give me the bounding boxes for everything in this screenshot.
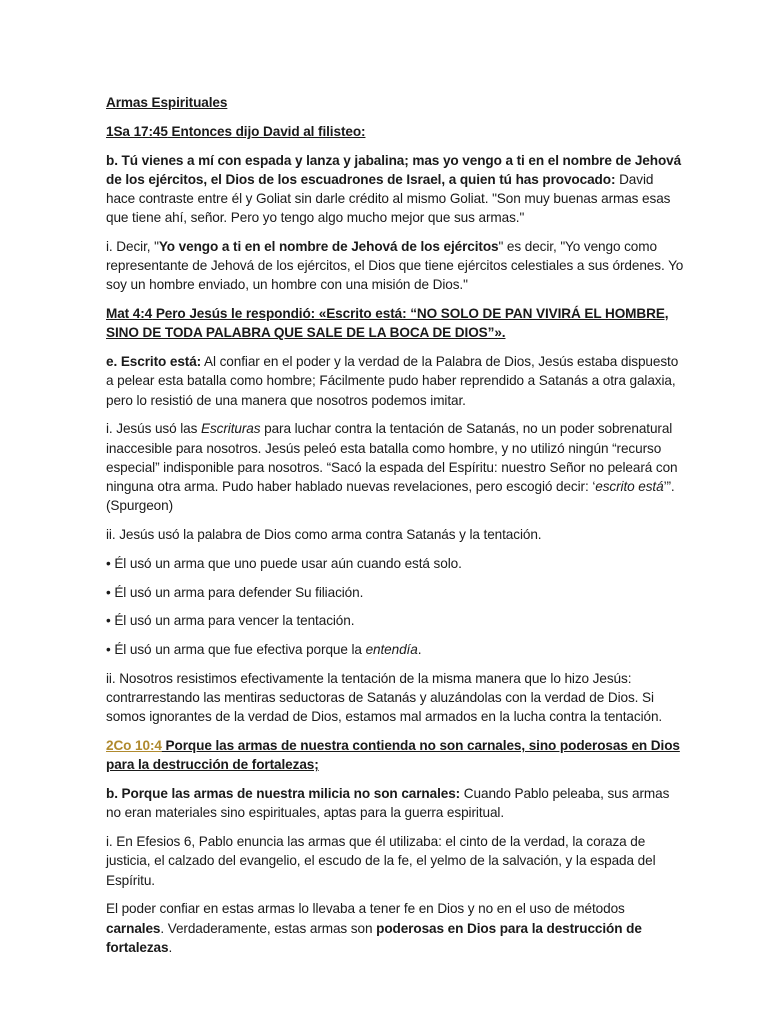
paragraph-text-1: El poder confiar en estas armas lo llevaba a tener fe en Dios y no en el uso de métodos [106, 901, 625, 917]
bullet-item [106, 640, 686, 659]
paragraph-text: Cuando Pablo peleaba, sus armas no eran materiales sino espirituales, aptas para la guerra espiritual. [106, 786, 670, 821]
bullet-item: • Él usó un arma para defender Su filiación. [106, 584, 364, 600]
paragraph-i-jesus [106, 419, 686, 515]
paragraph-text: David hace contraste entre él y Goliat sin darle crédito al mismo Goliat. "Son muy buenas armas esas que tiene ahí, señor. Pero yo tengo algo mucho mejor que sus armas." [106, 171, 671, 226]
bold-word: carnales [106, 920, 161, 936]
paragraph-text-post: ’”. (Spurgeon) [106, 479, 675, 514]
paragraph-text-pre: i. Decir, " [106, 239, 159, 254]
document-title: Armas Espirituales [106, 95, 228, 110]
bold-lead: b. Porque las armas de nuestra milicia no son carnales: [106, 786, 461, 802]
bullet-item: • Él usó un arma para vencer la tentación. [106, 613, 355, 629]
verse-text: Pero Jesús le respondió: «Escrito está: “NO SOLO DE PAN VIVIRÁ EL HOMBRE, SINO DE TODA PALABRA QUE SALE DE LA BOCA DE DIOS”». [106, 306, 669, 341]
italic-word: entendía [365, 642, 418, 658]
paragraph-text-3: . [168, 939, 173, 955]
paragraph-b-david [106, 151, 686, 228]
paragraph-ii-nosotros: ii. Nosotros resistimos efectivamente la tentación de la misma manera que lo hizo Jesús: contrarrestando las mentiras seductoras de Satanás y aluzándolas con la verdad de Dios. Si somos ignorantes de la verdad de Dios, estamos mal armados en la lucha contra la tentación. [106, 671, 663, 725]
paragraph-i-decir [106, 237, 686, 295]
verse-reference: Mat 4:4 [106, 306, 153, 322]
bullet-text-post: . [417, 642, 422, 658]
paragraph-e-escrito [106, 352, 686, 410]
bold-quote: Yo vengo a ti en el nombre de Jehová de los ejércitos [158, 239, 499, 254]
paragraph-text-mid: para luchar contra la tentación de Satanás, no un poder sobrenatural inaccesible para nosotros. Jesús peleó esta batalla como hombre, y no utilizó ningún “recurso especial” indisponible para nosotros. “Sacó la espada del Espíritu: nuestro Señor no peleará con ninguna otra arma. Pudo haber hablado nuevas revelaciones, pero escogió decir: ‘ [106, 421, 678, 495]
paragraph-text-2: . Verdaderamente, estas armas son [160, 920, 377, 936]
bullet-item: • Él usó un arma que uno puede usar aún cuando está solo. [106, 555, 462, 571]
bold-quote: b. Tú vienes a mí con espada y lanza y jabalina; mas yo vengo a ti en el nombre de Jehová de los ejércitos, el Dios de los escuadrones de Israel, a quien tú has provocado: [106, 152, 682, 187]
verse-reference: 1Sa 17:45 [106, 123, 168, 139]
verse-reference-link[interactable]: 2Co 10:4 [106, 738, 162, 754]
bold-lead: e. Escrito está: [106, 354, 202, 370]
italic-word: Escrituras [201, 421, 261, 437]
paragraph-b-armas [106, 784, 686, 822]
italic-phrase: escrito está [595, 479, 664, 495]
paragraph-text-post: " es decir, "Yo vengo como representante de Jehová de los ejércitos, el Dios que tiene ejércitos celestiales a sus órdenes. Yo soy un hombre enviado, un hombre con una misión de Dios." [106, 239, 684, 293]
paragraph-text-pre: i. Jesús usó las [106, 421, 202, 437]
paragraph-poder [106, 899, 686, 957]
verse-mat-4-4 [106, 304, 686, 342]
bullet-text-pre: • Él usó un arma que fue efectiva porque la [106, 642, 366, 658]
document-page [106, 93, 686, 967]
bold-phrase: poderosas en Dios para la destrucción de fortalezas [106, 920, 642, 955]
paragraph-text: Al confiar en el poder y la verdad de la Palabra de Dios, Jesús estaba dispuesto a pelear esta batalla como hombre; Fácilmente pudo haber reprendido a Satanás a otra galaxia, pero lo resistió de una manera que nosotros podemos imitar. [106, 354, 679, 408]
paragraph-ii-jesus: ii. Jesús usó la palabra de Dios como arma contra Satanás y la tentación. [106, 527, 542, 543]
verse-2co-10-4 [106, 736, 686, 774]
verse-text: Porque las armas de nuestra contienda no son carnales, sino poderosas en Dios para la destrucción de fortalezas; [106, 738, 680, 773]
verse-text: Entonces dijo David al filisteo: [167, 123, 366, 139]
paragraph-i-efesios: i. En Efesios 6, Pablo enuncia las armas que él utilizaba: el cinto de la verdad, la coraza de justicia, el calzado del evangelio, el escudo de la fe, el yelmo de la salvación, y la espada del Espíritu. [106, 834, 656, 888]
verse-1sa-17-45 [106, 122, 686, 141]
